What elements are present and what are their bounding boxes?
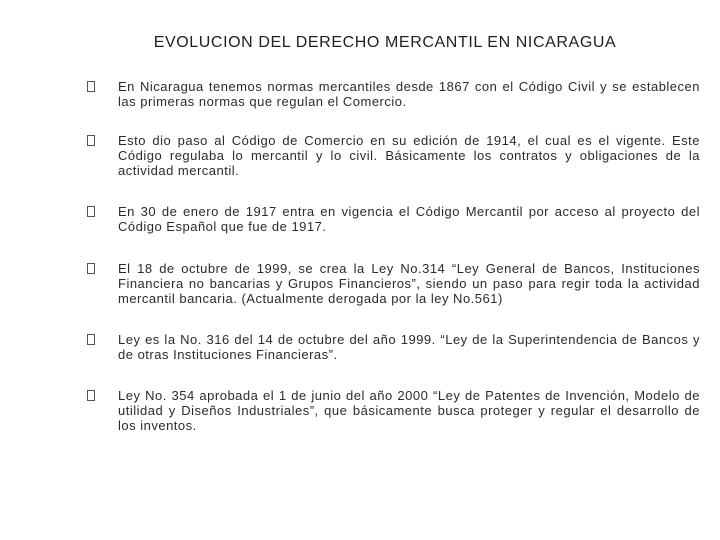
square-bullet-icon [87, 135, 95, 146]
list-item-text: El 18 de octubre de 1999, se crea la Ley No.314 “Ley General de Bancos, Instituciones Financiera no bancarias y Grupos Financieros”, siendo un paso para regir toda la actividad mercantil bancaria. (Actualmente derogada por la ley No.561) [118, 261, 700, 306]
page-title: EVOLUCION DEL DERECHO MERCANTIL EN NICARAGUA [153, 34, 617, 51]
list-item-text: En Nicaragua tenemos normas mercantiles desde 1867 con el Código Civil y se establecen las primeras normas que regulan el Comercio. [118, 79, 700, 109]
list-item [87, 332, 700, 362]
list-item [87, 133, 700, 178]
square-bullet-icon [87, 206, 95, 217]
list-item-text: Ley es la No. 316 del 14 de octubre del año 1999. “Ley de la Superintendencia de Bancos y de otras Instituciones Financieras”. [118, 332, 700, 362]
square-bullet-icon [87, 263, 95, 274]
list-item [87, 261, 700, 306]
list-item-text: Esto dio paso al Código de Comercio en su edición de 1914, el cual es el vigente. Este Código regulaba lo mercantil y lo civil. Básicamente los contratos y obligaciones de la actividad mercantil. [118, 133, 700, 178]
square-bullet-icon [87, 334, 95, 345]
list-item-text: En 30 de enero de 1917 entra en vigencia el Código Mercantil por acceso al proyecto del Código Español que fue de 1917. [118, 204, 700, 234]
list-item [87, 388, 700, 433]
list-item [87, 79, 700, 109]
square-bullet-icon [87, 390, 95, 401]
list-item-text: Ley No. 354 aprobada el 1 de junio del año 2000 “Ley de Patentes de Invención, Modelo de utilidad y Diseños Industriales”, que básicamente busca proteger y regular el desarrollo de los inventos. [118, 388, 700, 433]
list-item [87, 204, 700, 234]
square-bullet-icon [87, 81, 95, 92]
bullet-list [87, 79, 700, 457]
